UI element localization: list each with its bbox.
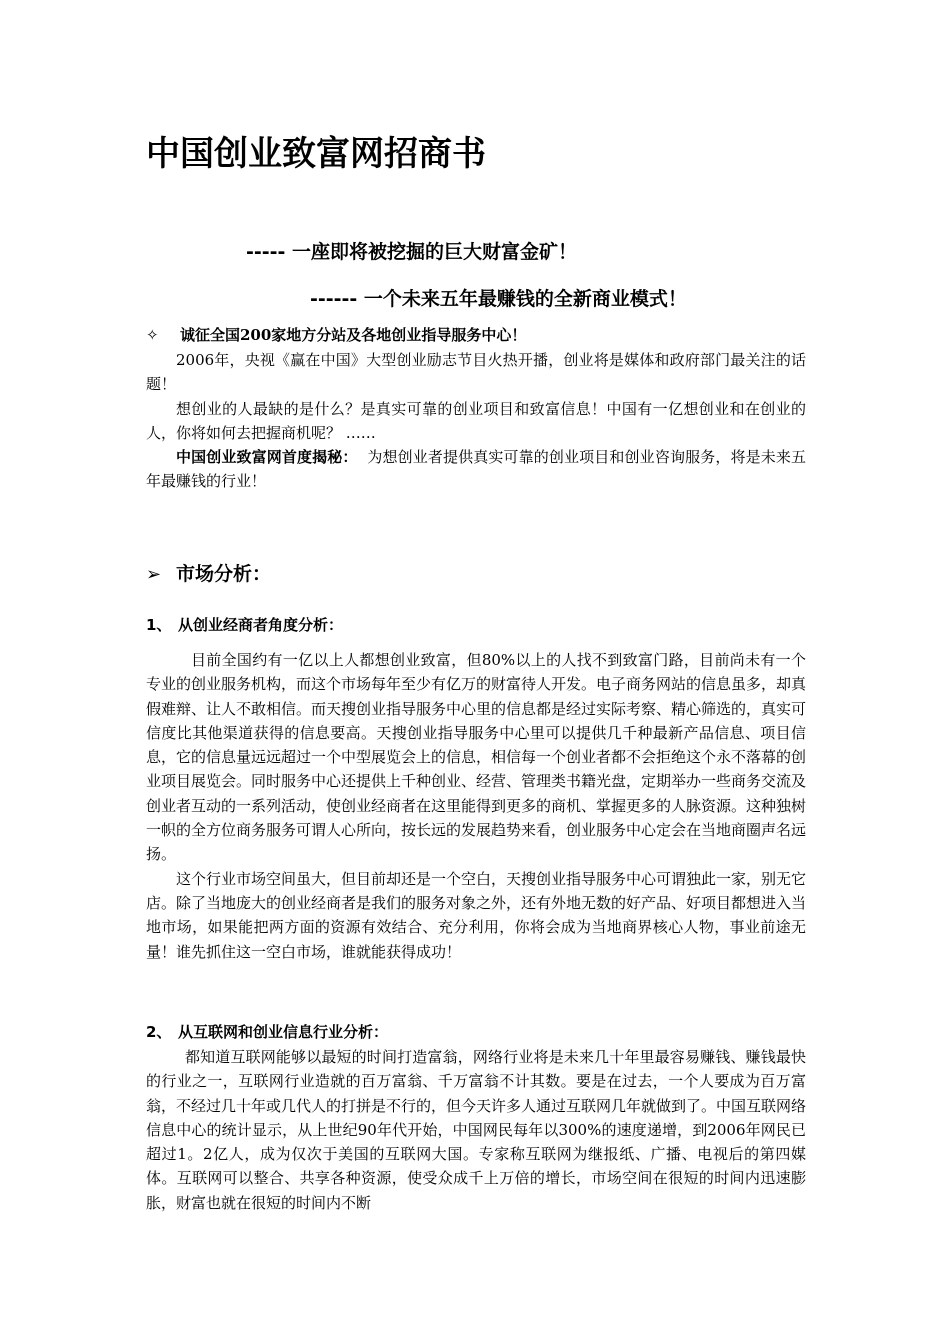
subtitle-second: ------ 一个未来五年最赚钱的全新商业模式！	[310, 288, 687, 310]
intro-headline-row	[146, 323, 526, 347]
section-1-body	[146, 648, 806, 964]
section-2-body	[146, 1045, 806, 1215]
intro-paragraph-3	[146, 445, 806, 494]
section-1-paragraph-1: 目前全国约有一亿以上人都想创业致富，但80%以上的人找不到致富门路，目前尚未有一个专业的创业服务机构，而这个市场每年至少有亿万的财富待人开发。电子商务网站的信息虽多，却真假难辩、让人不敢相信。而天搜创业指导服务中心里的信息都是经过实际考察、精心筛选的，真实可信度比其他渠道获得的信息要高。天搜创业指导服务中心里可以提供几千种最新产品信息、项目信息，它的信息量远远超过一个中型展览会上的信息，相信每一个创业者都不会拒绝这个永不落幕的创业项目展览会。同时服务中心还提供上千种创业、经营、管理类书籍光盘，定期举办一些商务交流及创业者互动的一系列活动，使创业经商者在这里能得到更多的商机、掌握更多的人脉资源。这种独树一帜的全方位商务服务可谓人心所向，按长远的发展趋势来看，创业服务中心定会在当地商圈声名远扬。	[146, 651, 807, 864]
intro-paragraph-2: 想创业的人最缺的是什么？是真实可靠的创业项目和致富信息！中国有一亿想创业和在创业的人，你将如何去把握商机呢？ ……	[146, 399, 806, 442]
intro-paragraph-1: 2006年，央视《赢在中国》大型创业励志节目火热开播，创业将是媒体和政府部门最关注的话题！	[146, 351, 806, 394]
section-2-number: 2、	[146, 1023, 172, 1041]
section-1-heading	[146, 613, 343, 637]
intro-block	[146, 348, 806, 494]
market-analysis-heading: 市场分析：	[176, 563, 272, 585]
section-1-number: 1、	[146, 616, 172, 634]
section-2-heading	[146, 1020, 388, 1044]
subtitle-first: ----- 一座即将被挖掘的巨大财富金矿！	[246, 241, 578, 263]
market-analysis-heading-row	[146, 560, 271, 589]
four-pointed-star-icon: ✧	[146, 326, 159, 344]
intro-paragraph-3-lead: 中国创业致富网首度揭秘：	[176, 448, 358, 467]
section-1-paragraph-2: 这个行业市场空间虽大，但目前却还是一个空白，天搜创业指导服务中心可谓独此一家，别无它店。除了当地庞大的创业经商者是我们的服务对象之外，还有外地无数的好产品、好项目都想进入当地市场，如果能把两方面的资源有效结合、充分利用，你将会成为当地商界核心人物，事业前途无量！谁先抓住这一空白市场，谁就能获得成功！	[146, 869, 807, 961]
section-2-title: 从互联网和创业信息行业分析：	[178, 1023, 389, 1041]
section-2-paragraph-1: 都知道互联网能够以最短的时间打造富翁，网络行业将是未来几十年里最容易赚钱、赚钱最快的行业之一，互联网行业造就的百万富翁、千万富翁不计其数。要是在过去，一个人要成为百万富翁，不经过几十年或几代人的打拼是不行的，但今天许多人通过互联网几年就做到了。中国互联网络信息中心的统计显示，从上世纪90年代开始，中国网民每年以300%的速度递增，到2006年网民已超过1。2亿人，成为仅次于美国的互联网大国。专家称互联网为继报纸、广播、电视后的第四媒体。互联网可以整合、共享各种资源，使受众成千上万倍的增长，市场空间在很短的时间内迅速膨胀，财富也就在很短的时间内不断	[146, 1048, 807, 1212]
page-title: 中国创业致富网招商书	[146, 134, 486, 174]
section-1-title: 从创业经商者角度分析：	[178, 616, 344, 634]
arrowhead-bullet-icon: ➢	[146, 564, 162, 585]
intro-headline: 诚征全国200家地方分站及各地创业指导服务中心！	[180, 326, 527, 344]
intro-paragraph-3-rest: 为想创业者提供真实可靠的创业项目和创业咨询服务，将是未来五年最赚钱的行业！	[146, 448, 806, 491]
